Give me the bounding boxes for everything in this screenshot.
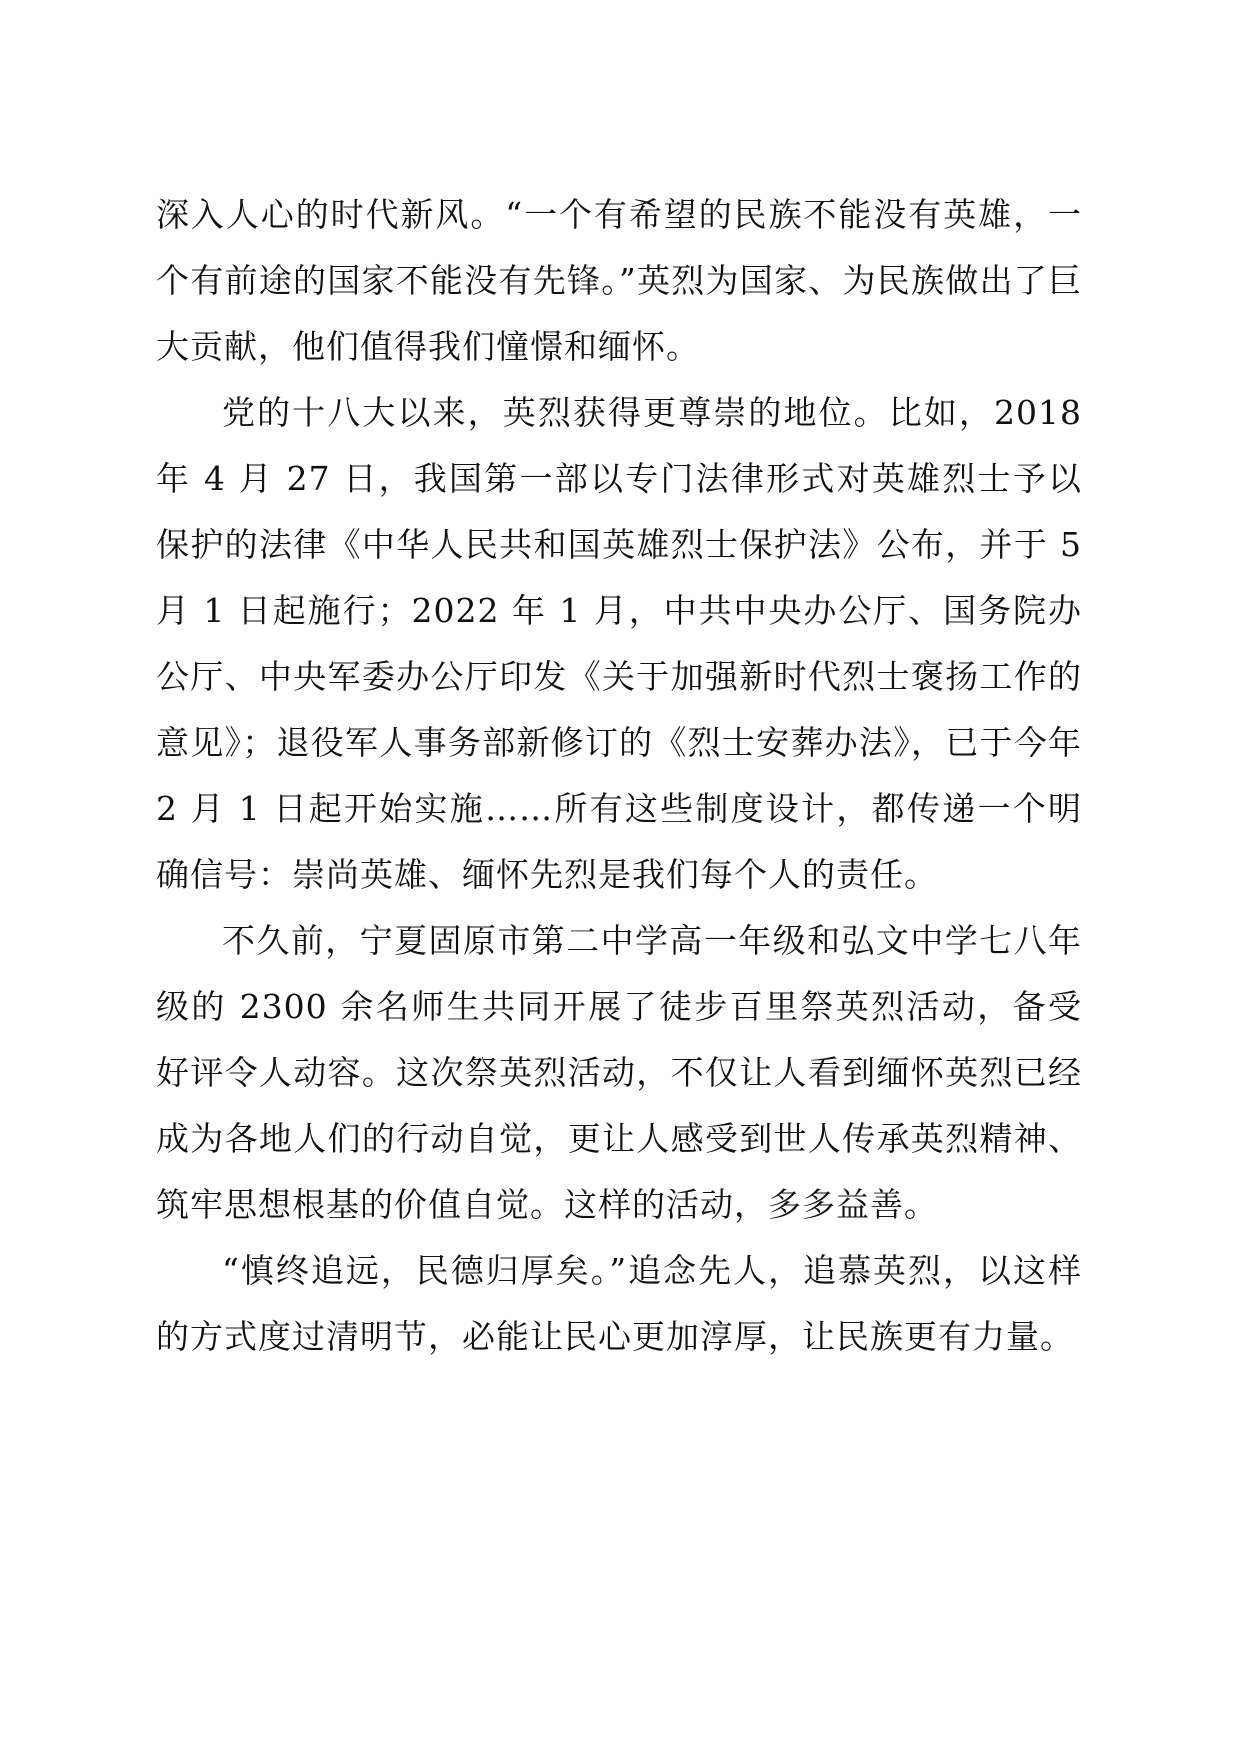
paragraph-conclusion: “慎终追远，民德归厚矣。”追念先人，追慕英烈，以这样的方式度过清明节，必能让民心更加淳厚，让民族更有力量。 [156,1251,1082,1356]
paragraph-regulations: 党的十八大以来，英烈获得更尊崇的地位。比如，2018 年 4 月 27 日，我国第一部以专门法律形式对英雄烈士予以保护的法律《中华人民共和国英雄烈士保护法》公布，并于 5 月 1 日起施行；2022 年 1 月，中共中央办公厅、国务院办公厅、中央军委办公厅印发《关于加强新时代烈士褒扬工作的意见》；退役军人事务部新修订的《烈士安葬办法》，已于今年 2 月 1 日起开始实施……所有这些制度设计，都传递一个明确信号：崇尚英雄、缅怀先烈是我们每个人的责任。 [156,393,1082,894]
document-body [156,182,1082,1370]
paragraph-continuation: 深入人心的时代新风。“一个有希望的民族不能没有英雄，一个有前途的国家不能没有先锋。”英烈为国家、为民族做出了巨大贡献，他们值得我们憧憬和缅怀。 [156,195,1082,366]
paragraph-memorial-activity: 不久前，宁夏固原市第二中学高一年级和弘文中学七八年级的 2300 余名师生共同开展了徒步百里祭英烈活动，备受好评令人动容。这次祭英烈活动，不仅让人看到缅怀英烈已经成为各地人们的行动自觉，更让人感受到世人传承英烈精神、筑牢思想根基的价值自觉。这样的活动，多多益善。 [156,921,1082,1224]
